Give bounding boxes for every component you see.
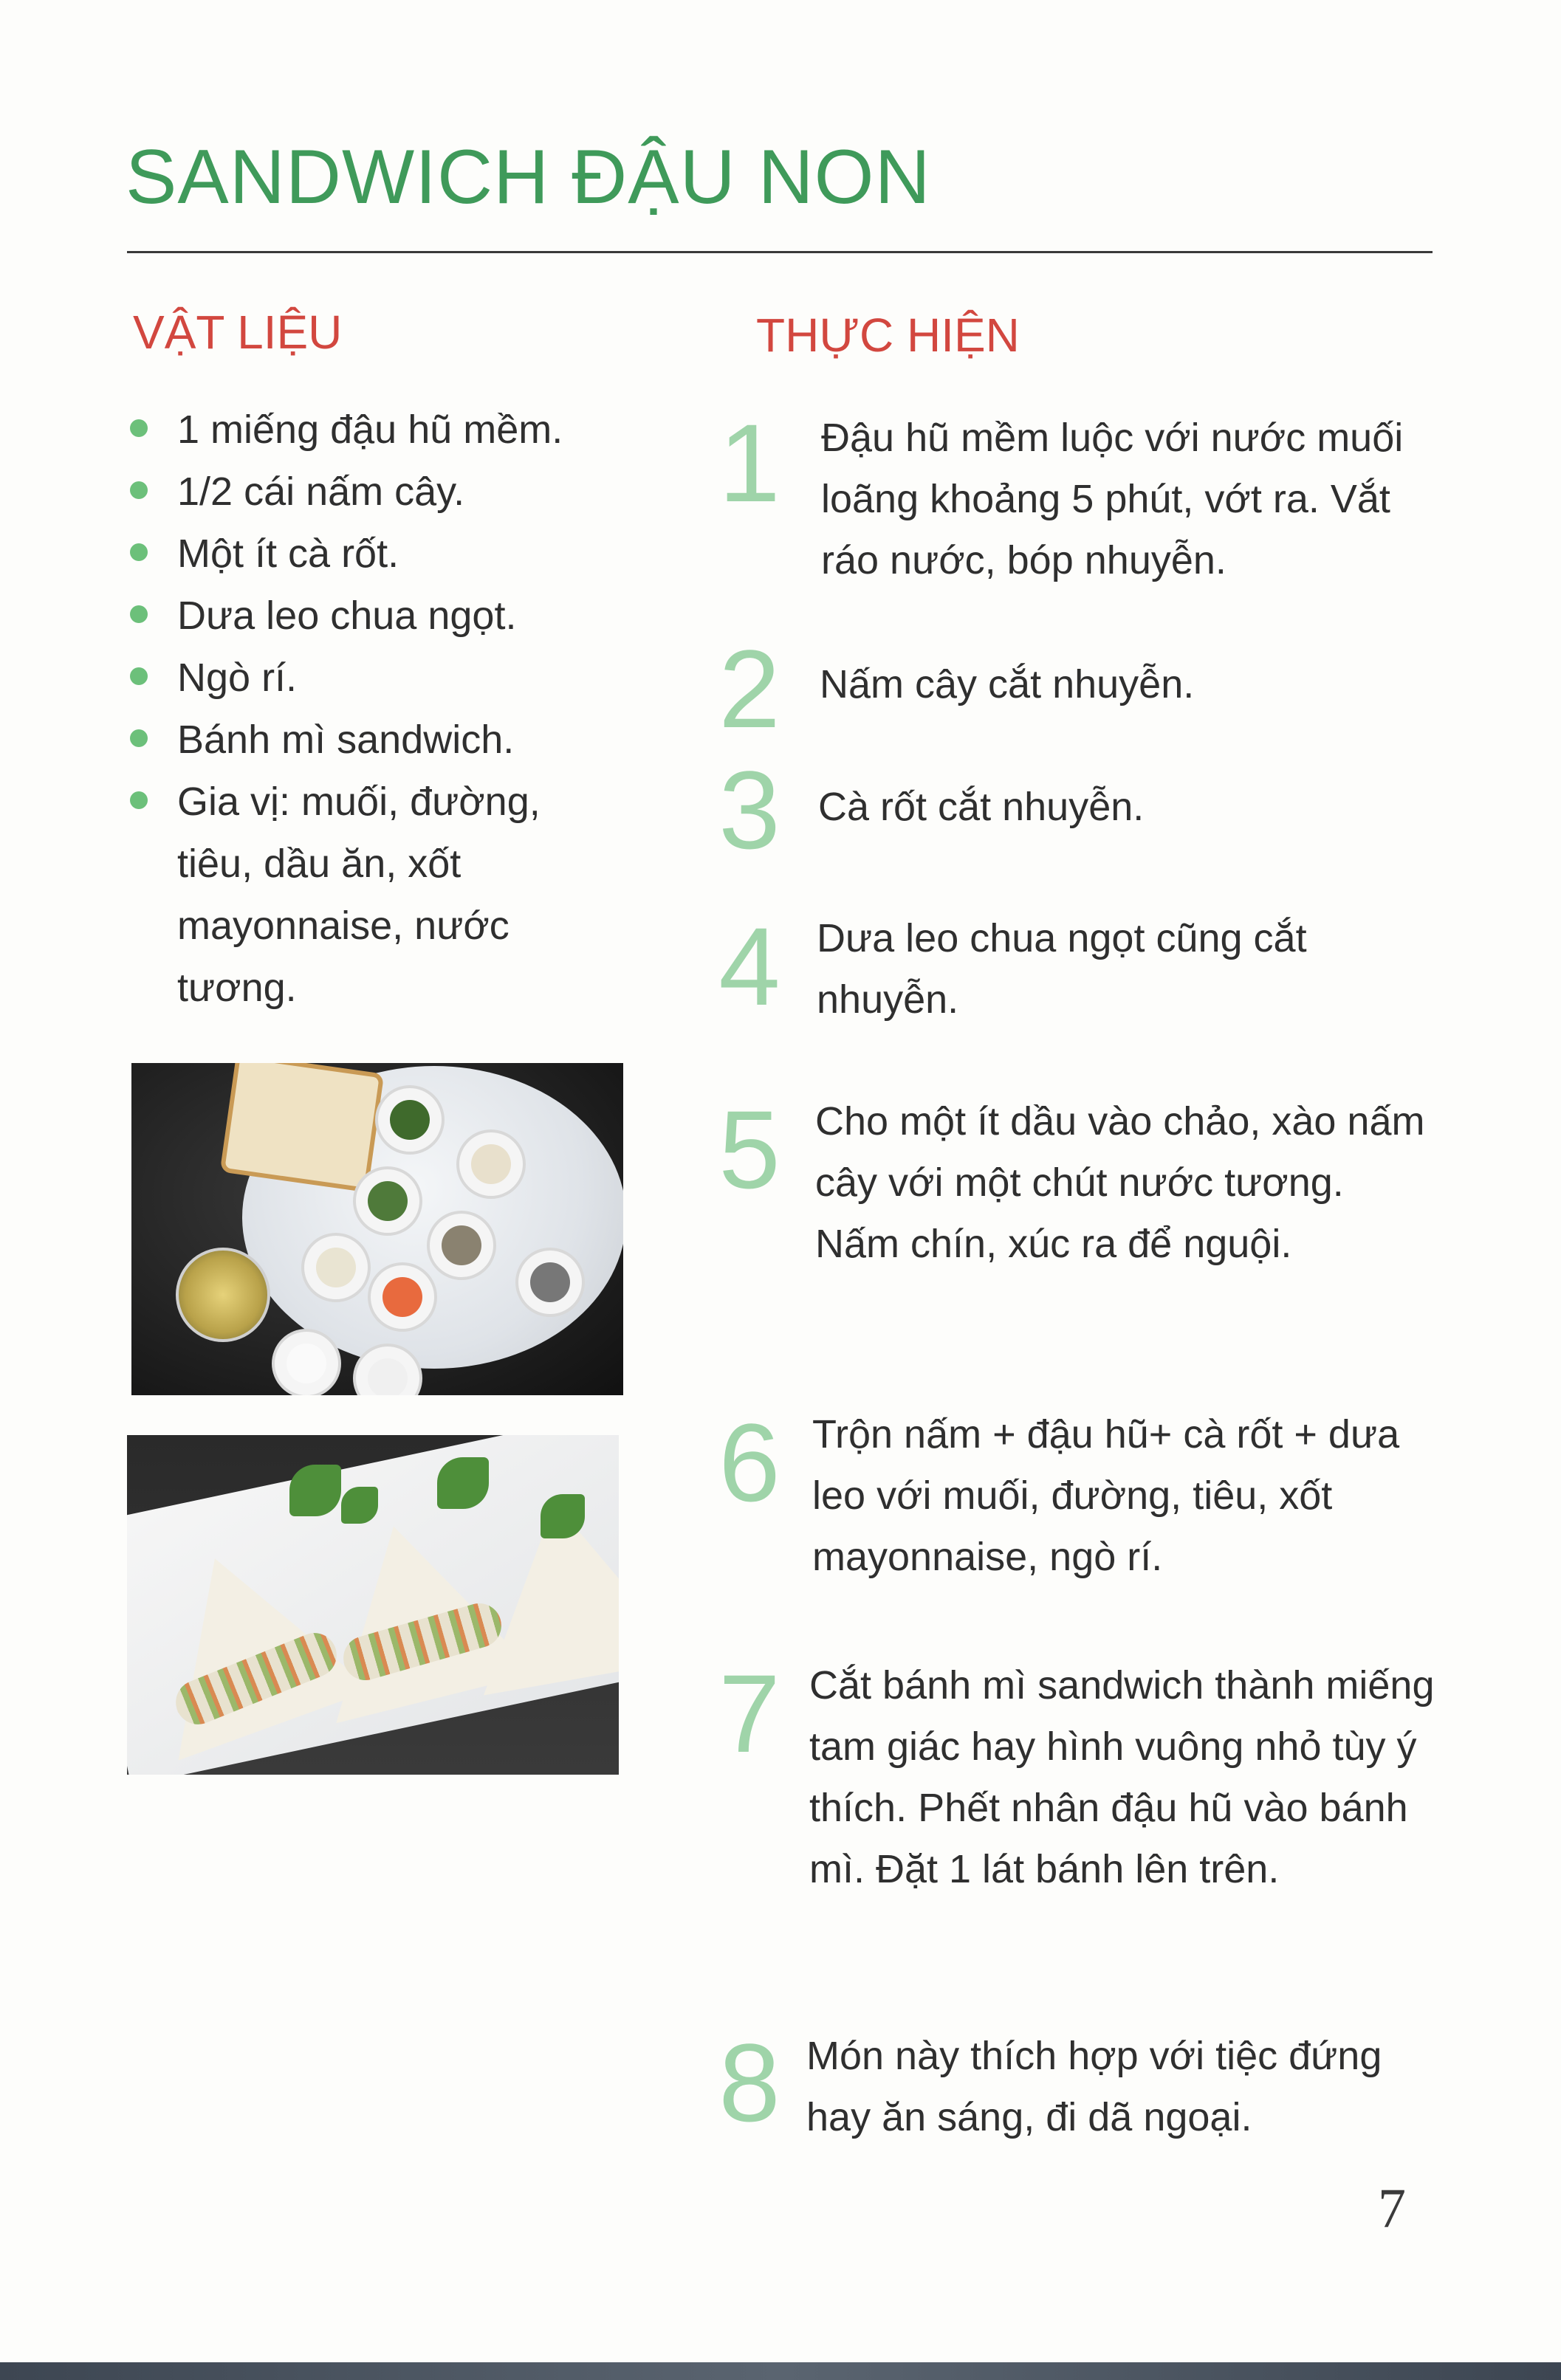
step-text: Nấm cây cắt nhuyễn. xyxy=(820,662,1195,706)
steps-heading: THỰC HIỆN xyxy=(756,309,1020,362)
bullet-icon xyxy=(130,543,148,561)
list-item: Một ít cà rốt. xyxy=(124,523,656,585)
bowl xyxy=(353,1166,422,1236)
list-item: 1 miếng đậu hũ mềm. xyxy=(124,399,656,461)
step-text: Cà rốt cắt nhuyễn. xyxy=(818,785,1145,829)
bowl xyxy=(515,1248,585,1317)
step-number: 7 xyxy=(718,1651,780,1775)
oil-glass xyxy=(176,1248,270,1342)
step-text: Đậu hũ mềm luộc với nước muối loãng khoảng 5 phút, vớt ra. Vắt ráo nước, bóp nhuyễn. xyxy=(821,416,1404,582)
ingredients-heading: VẬT LIỆU xyxy=(133,306,343,359)
list-item: 1/2 cái nấm cây. xyxy=(124,461,656,523)
list-item: Ngò rí. xyxy=(124,647,656,709)
bowl xyxy=(272,1329,341,1395)
step-text: Cho một ít dầu vào chảo, xào nấm cây với một chút nước tương. Nấm chín, xúc ra để nguội. xyxy=(815,1099,1425,1266)
bread-slice xyxy=(220,1063,385,1192)
step-number: 4 xyxy=(718,904,780,1028)
herb-leaf xyxy=(541,1494,585,1538)
ingredients-photo xyxy=(131,1063,623,1395)
bullet-icon xyxy=(130,419,148,437)
title-divider xyxy=(127,251,1433,253)
scan-edge xyxy=(0,2362,1561,2380)
herb-leaf xyxy=(341,1487,378,1524)
step-text: Cắt bánh mì sandwich thành miếng tam giác hay hình vuông nhỏ tùy ý thích. Phết nhân đậu hũ vào bánh mì. Đặt 1 lát bánh lên trên. xyxy=(809,1663,1435,1891)
step-number: 3 xyxy=(718,748,780,872)
bullet-icon xyxy=(130,481,148,499)
bullet-icon xyxy=(130,791,148,809)
list-item: Gia vị: muối, đường, tiêu, dầu ăn, xốt mayonnaise, nước tương. xyxy=(124,771,591,1019)
bullet-icon xyxy=(130,729,148,747)
step-number: 6 xyxy=(718,1400,780,1524)
bowl xyxy=(375,1085,445,1155)
sandwich-photo xyxy=(127,1435,619,1775)
step-text: Món này thích hợp với tiệc đứng hay ăn sáng, đi dã ngoại. xyxy=(806,2034,1382,2139)
bullet-icon xyxy=(130,605,148,623)
step-text: Dưa leo chua ngọt cũng cắt nhuyễn. xyxy=(817,916,1307,1022)
step-number: 5 xyxy=(718,1087,780,1211)
bullet-icon xyxy=(130,667,148,685)
bowl xyxy=(368,1262,437,1332)
step-number: 1 xyxy=(718,401,780,525)
bowl xyxy=(427,1211,496,1280)
list-item: Dưa leo chua ngọt. xyxy=(124,585,656,647)
list-item: Bánh mì sandwich. xyxy=(124,709,656,771)
herb-leaf xyxy=(289,1465,341,1516)
page-number: 7 xyxy=(1378,2178,1406,2240)
bowl xyxy=(456,1129,526,1199)
step-number: 8 xyxy=(718,2020,780,2145)
bowl xyxy=(301,1233,371,1302)
step-text: Trộn nấm + đậu hũ+ cà rốt + dưa leo với muối, đường, tiêu, xốt mayonnaise, ngò rí. xyxy=(812,1412,1400,1579)
page-title: SANDWICH ĐẬU NON xyxy=(126,134,931,220)
herb-leaf xyxy=(437,1457,489,1509)
ingredients-list xyxy=(124,399,656,1019)
step-number: 2 xyxy=(718,627,780,751)
sandwich xyxy=(453,1485,619,1696)
